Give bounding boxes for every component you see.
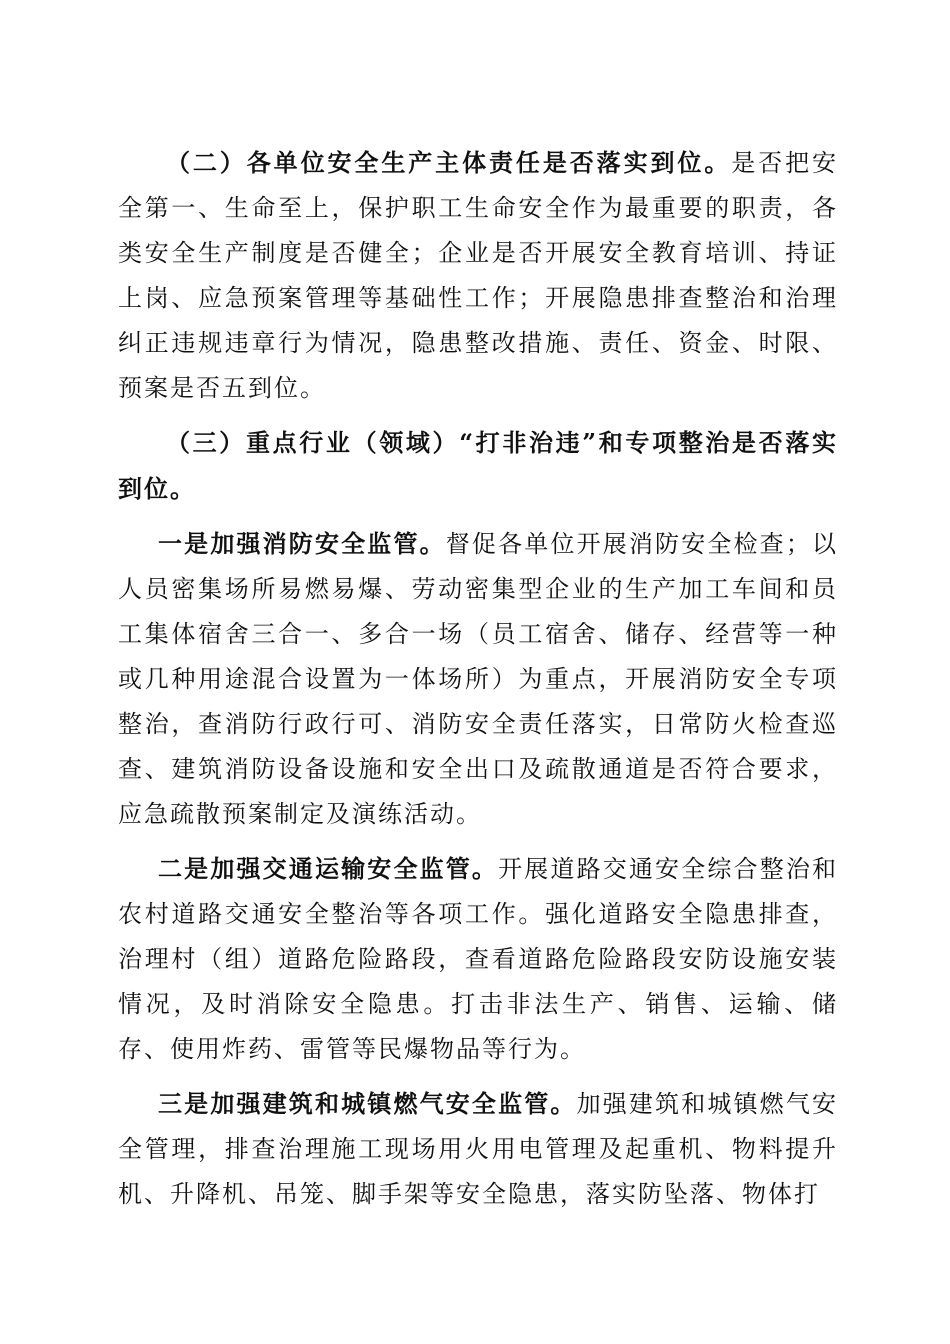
paragraph-traffic-safety [118, 846, 838, 1072]
paragraph-text: 开展道路交通安全综合整治和农村道路交通安全整治等各项工作。强化道路安全隐患排查，治理村（组）道路危险路段，查看道路危险路段安防设施安装情况，及时消除安全隐患。打击非法生产、销售、运输、储存、使用炸药、雷管等民爆物品等行为。 [118, 855, 839, 1063]
paragraph-section-2 [118, 140, 838, 411]
item-heading: 二是加强交通运输安全监管。 [158, 854, 499, 883]
section-heading: （二）各单位安全生产主体责任是否落实到位。 [166, 148, 732, 177]
paragraph-text: 督促各单位开展消防安全检查；以人员密集场所易燃易爆、劳动密集型企业的生产加工车间和员工集体宿舍三合一、多合一场（员工宿舍、储存、经营等一种或几种用途混合设置为一体场所）为重点，开展消防安全专项整治，查消防行政行可、消防安全责任落实，日常防火检查巡查、建筑消防设备设施和安全出口及疏散通道是否符合要求，应急疏散预案制定及演练活动。 [118, 530, 839, 828]
paragraph-text: 加强建筑和城镇燃气安全管理，排查治理施工现场用火用电管理及起重机、物料提升机、升降机、吊笼、脚手架等安全隐患，落实防坠落、物体打 [118, 1090, 839, 1208]
paragraph-section-3 [118, 420, 838, 512]
document-page [118, 140, 838, 1226]
item-heading: 一是加强消防安全监管。 [158, 529, 446, 558]
paragraph-construction-gas-safety [118, 1081, 838, 1217]
item-heading: 三是加强建筑和城镇燃气安全监管。 [158, 1089, 577, 1118]
section-heading: （三）重点行业（领域）“打非治违”和专项整治是否落实到位。 [118, 428, 838, 503]
paragraph-fire-safety [118, 521, 838, 837]
paragraph-text: 是否把安全第一、生命至上，保护职工生命安全作为最重要的职责，各类安全生产制度是否健全；企业是否开展安全教育培训、持证上岗、应急预案管理等基础性工作；开展隐患排查整治和治理纠正违规违章行为情况，隐患整改措施、责任、资金、时限、预案是否五到位。 [118, 149, 838, 402]
